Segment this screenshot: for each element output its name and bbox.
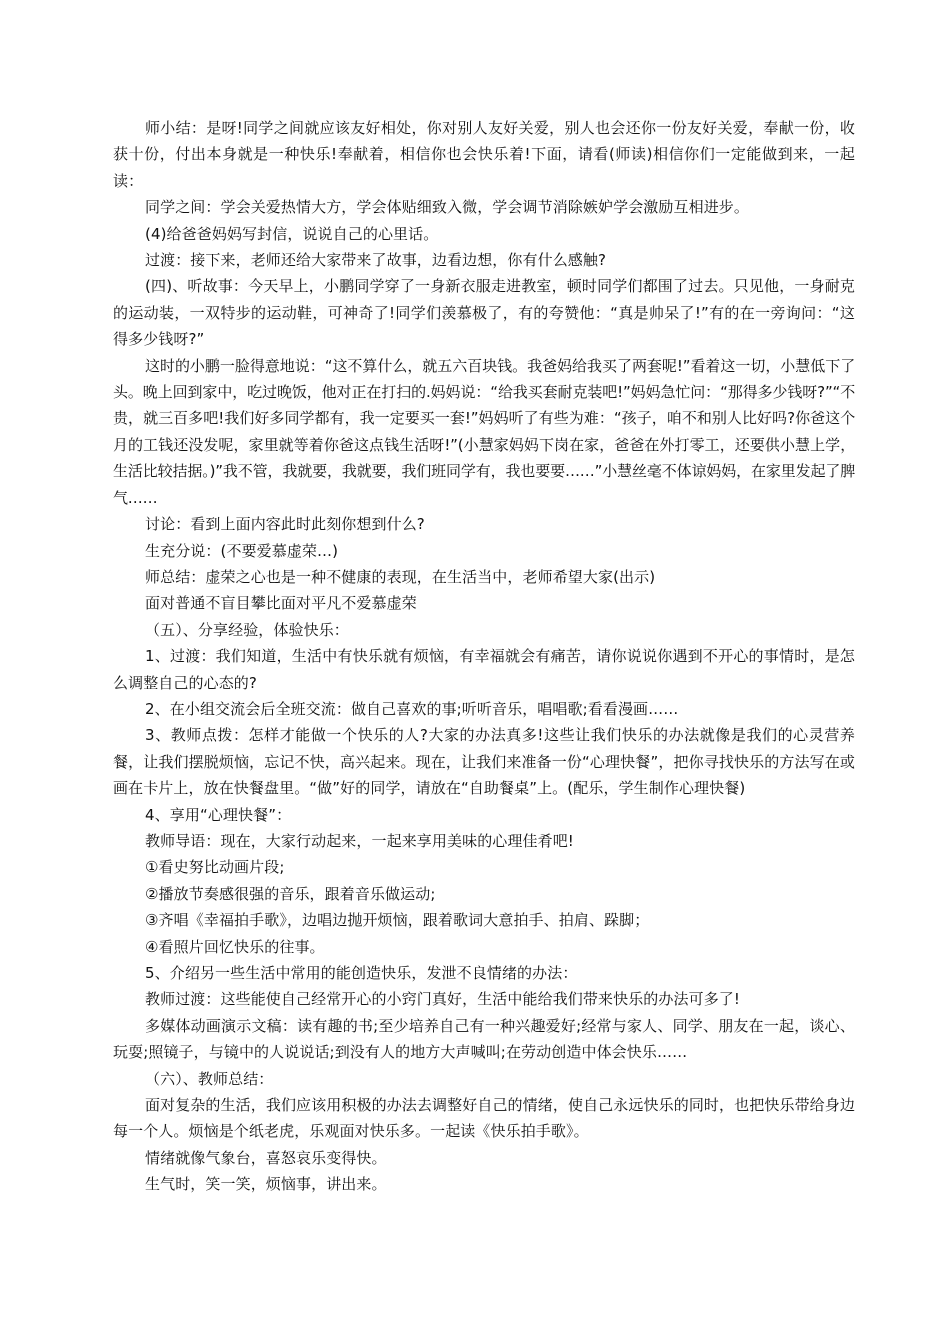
paragraph-teacher-transition: 教师过渡：这些能使自己经常开心的小窍门真好，生活中能给我们带来快乐的办法可多了! <box>145 990 741 1009</box>
paragraph-write-letter: (4)给爸爸妈妈写封信，说说自己的心里话。 <box>145 224 439 243</box>
document-body <box>113 115 855 1198</box>
paragraph-motto-vanity: 面对普通不盲目攀比面对平凡不爱慕虚荣 <box>145 594 417 613</box>
paragraph-section-four-story: (四)、听故事：今天早上，小鹏同学穿了一身新衣服走进教室，顿时同学们都围了过去。只见他，一身耐克的运动装，一双特步的运动鞋，可神奇了!同学们羡慕极了，有的夸赞他：“真是帅呆了!”有的在一旁询问：“这得多少钱呀?” <box>113 277 855 349</box>
paragraph-step-4: 4、享用“心理快餐”： <box>145 805 292 824</box>
paragraph-student-answers: 生充分说：(不要爱慕虚荣…) <box>145 541 339 560</box>
list-item-2: ②播放节奏感很强的音乐，跟着音乐做运动; <box>145 884 436 903</box>
paragraph-final-summary: 面对复杂的生活，我们应该用积极的办法去调整好自己的情绪，使自己永远快乐的同时，也把快乐带给身边每一个人。烦恼是个纸老虎，乐观面对快乐多。一起读《快乐拍手歌》。 <box>113 1096 855 1141</box>
paragraph-song-line-1: 情绪就像气象台，喜怒哀乐变得快。 <box>145 1148 387 1167</box>
list-item-1: ①看史努比动画片段; <box>145 858 285 877</box>
paragraph-teacher-summary: 师小结：是呀!同学之间就应该友好相处，你对别人友好关爱，别人也会还你一份友好关爱，奉献一份，收获十份，付出本身就是一种快乐!奉献着，相信你也会快乐着!下面，请看(师读)相信你们一定能做到来，一起读： <box>113 119 855 190</box>
list-item-4: ④看照片回忆快乐的往事。 <box>145 937 325 956</box>
paragraph-classmates-motto: 同学之间：学会关爱热情大方，学会体贴细致入微，学会调节消除嫉妒学会激励互相进步。 <box>145 198 750 217</box>
paragraph-multimedia: 多媒体动画演示文稿：读有趣的书;至少培养自己有一种兴趣爱好;经常与家人、同学、朋友在一起，谈心、玩耍;照镜子，与镜中的人说说话;到没有人的地方大声喊叫;在劳动创造中体会快乐…… <box>113 1016 855 1062</box>
heading-section-six: （六）、教师总结： <box>145 1069 274 1088</box>
paragraph-teacher-conclusion: 师总结：虚荣之心也是一种不健康的表现，在生活当中，老师希望大家(出示) <box>145 567 656 586</box>
paragraph-discussion: 讨论：看到上面内容此时此刻你想到什么? <box>145 515 425 534</box>
paragraph-song-line-2: 生气时，笑一笑，烦恼事，讲出来。 <box>145 1175 387 1194</box>
paragraph-teacher-guide: 教师导语：现在，大家行动起来，一起来享用美味的心理佳肴吧! <box>145 831 574 850</box>
paragraph-step-3: 3、教师点拨：怎样才能做一个快乐的人?大家的办法真多!这些让我们快乐的办法就像是我们的心灵营养餐，让我们摆脱烦恼，忘记不快，高兴起来。现在，让我们来准备一份“心理快餐”，把你寻找快乐的方法写在或画在卡片上，放在快餐盘里。“做”好的同学，请放在“自助餐桌”上。(配乐，学生制作心理快餐) <box>113 726 855 798</box>
paragraph-story-continued: 这时的小鹏一脸得意地说：“这不算什么，就五六百块钱。我爸妈给我买了两套呢!”看着这一切，小慧低下了头。晚上回到家中，吃过晚饭，他对正在打扫的.妈妈说：“给我买套耐克装吧!”妈妈急忙问：“那得多少钱呀?”“不贵，就三百多吧!我们好多同学都有，我一定要买一套!”妈妈听了有些为难：“孩子，咱不和别人比好吗?你爸这个月的工钱还没发呢，家里就等着你爸这点钱生活呀!”(小慧家妈妈下岗在家，爸爸在外打零工，还要供小慧上学，生活比较拮据。)”我不管，我就要，我就要，我们班同学有，我也要要……”小慧丝毫不体谅妈妈，在家里发起了脾气…… <box>113 356 855 507</box>
paragraph-step-2: 2、在小组交流会后全班交流：做自己喜欢的事;听听音乐，唱唱歌;看看漫画…… <box>145 699 679 718</box>
heading-section-five: （五）、分享经验，体验快乐： <box>145 620 349 639</box>
list-item-3: ③齐唱《幸福拍手歌》，边唱边抛开烦恼，跟着歌词大意拍手、拍肩、跺脚； <box>145 911 650 930</box>
paragraph-transition-story: 过渡：接下来，老师还给大家带来了故事，边看边想，你有什么感触? <box>145 251 607 270</box>
paragraph-step-1: 1、过渡：我们知道，生活中有快乐就有烦恼，有幸福就会有痛苦，请你说说你遇到不开心的事情时，是怎么调整自己的心态的? <box>113 647 855 692</box>
paragraph-step-5: 5、介绍另一些生活中常用的能创造快乐，发泄不良情绪的办法： <box>145 964 578 982</box>
